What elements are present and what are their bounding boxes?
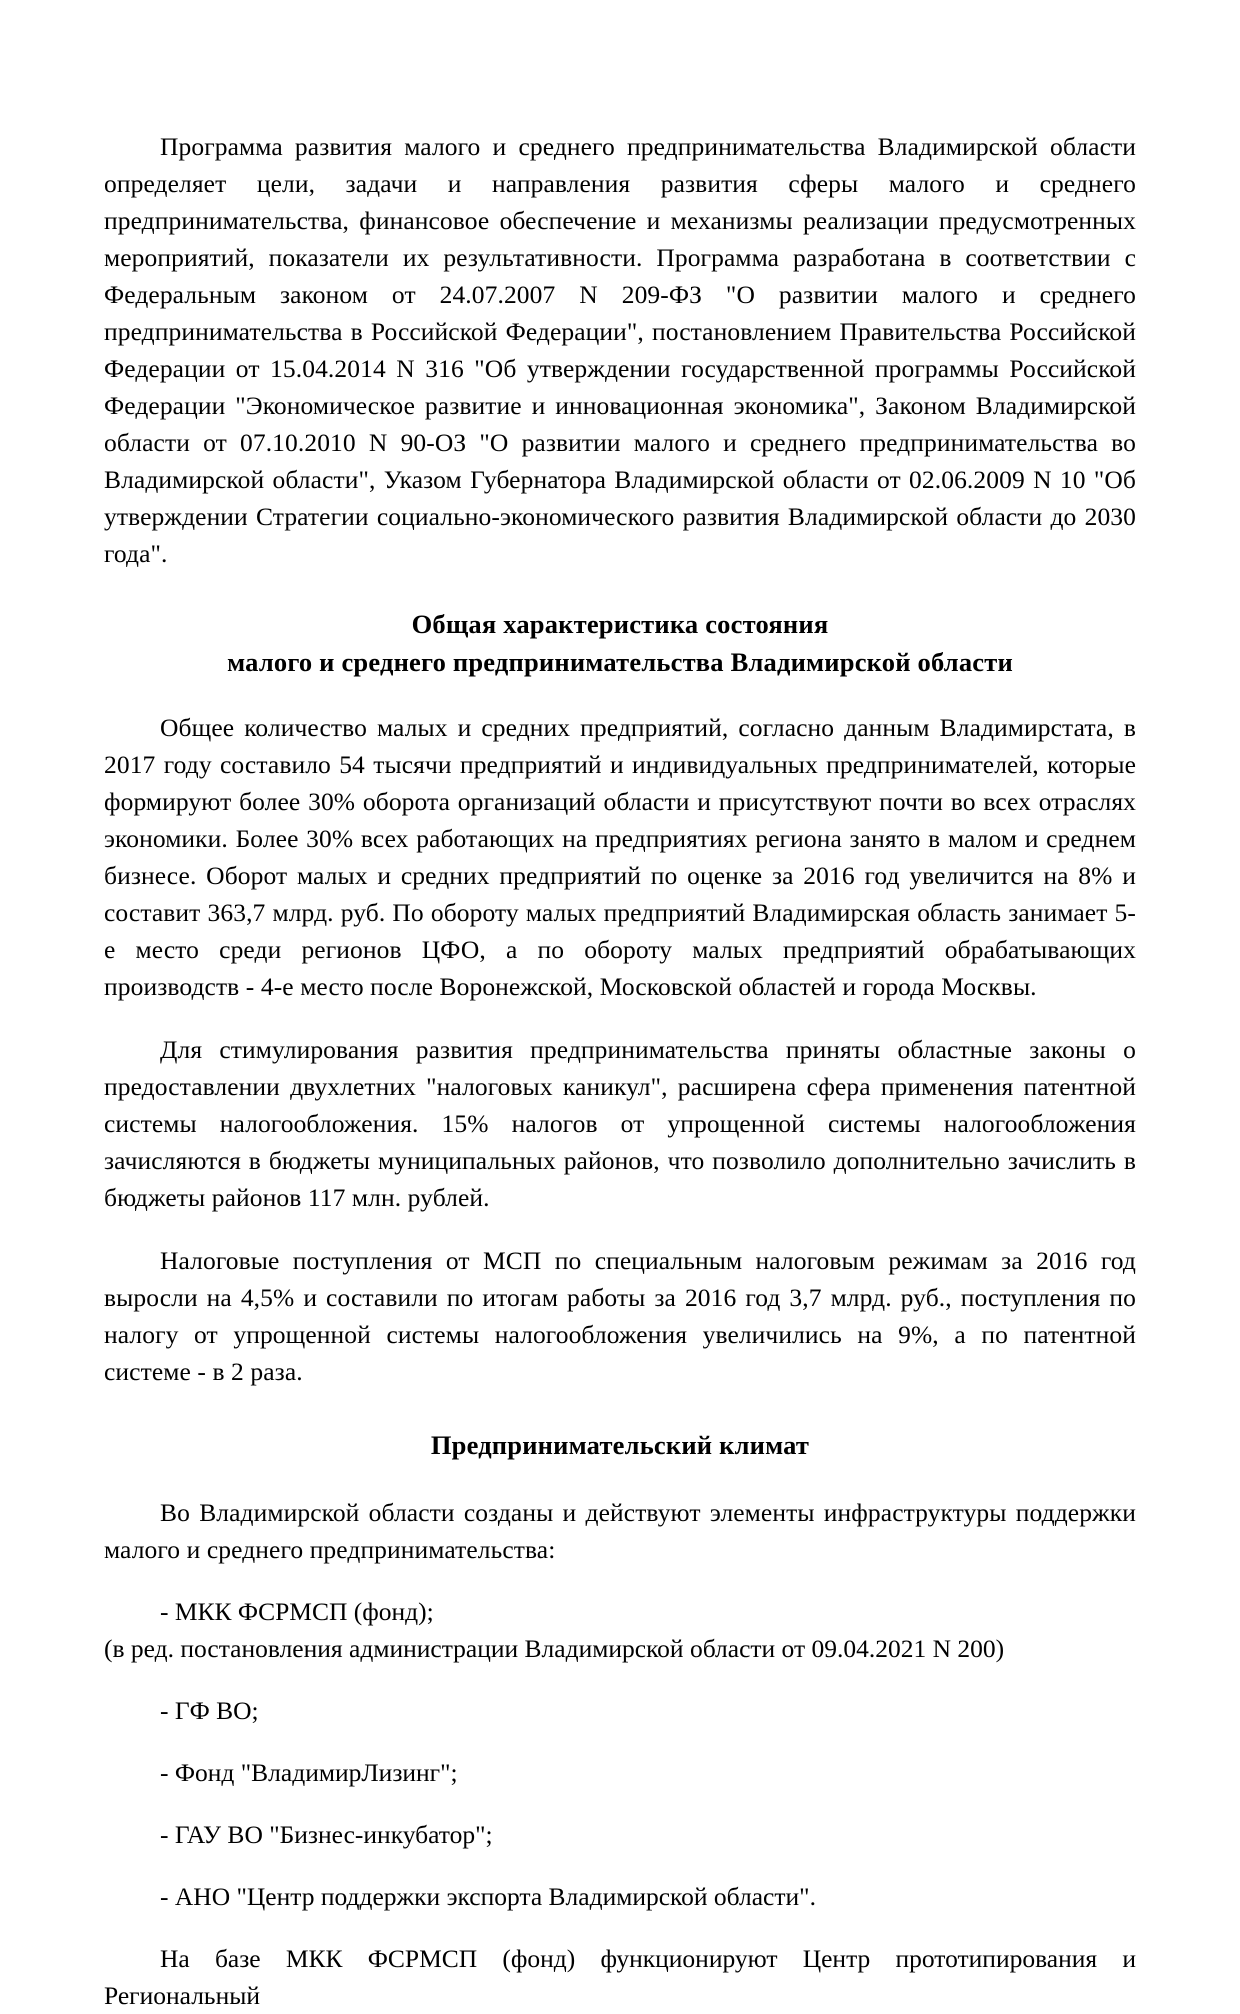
list-item-business-incubator: - ГАУ ВО "Бизнес-инкубатор"; — [160, 1820, 493, 1849]
document-body — [104, 128, 1136, 2014]
list-item-vladimirleasing: - Фонд "ВладимирЛизинг"; — [160, 1758, 458, 1787]
paragraph-enterprises-count: Общее количество малых и средних предприятий, согласно данным Владимирстата, в 2017 году составило 54 тысячи предприятий и индивидуальных предпринимателей, которые формируют более 30% оборота организаций области и присутствуют почти во всех отраслях экономики. Более 30% всех работающих на предприятиях региона занято в малом и среднем бизнесе. Оборот малых и средних предприятий по оценке за 2016 год увеличится на 8% и составит 363,7 млрд. руб. По обороту малых предприятий Владимирская область занимает 5-е место среди регионов ЦФО, а по обороту малых предприятий обрабатывающих производств - 4-е место после Воронежской, Московской областей и города Москвы. — [104, 713, 1136, 1001]
list-item-mkk-fsrmsp: - МКК ФСРМСП (фонд); — [160, 1597, 434, 1626]
section-heading-general-characteristics — [104, 605, 1136, 681]
amendment-note: (в ред. постановления администрации Владимирской области от 09.04.2021 N 200) — [104, 1634, 1005, 1663]
paragraph-infrastructure-intro: Во Владимирской области созданы и действуют элементы инфраструктуры поддержки малого и среднего предпринимательства: — [104, 1498, 1136, 1564]
heading-business-climate: Предпринимательский климат — [430, 1430, 810, 1460]
heading-general-characteristics-line2: малого и среднего предпринимательства Владимирской области — [227, 647, 1013, 677]
heading-general-characteristics-line1: Общая характеристика состояния — [411, 609, 829, 639]
paragraph-program-intro: Программа развития малого и среднего предпринимательства Владимирской области определяет цели, задачи и направления развития сферы малого и среднего предпринимательства, финансовое обеспечение и механизмы реализации предусмотренных мероприятий, показатели их результативности. Программа разработана в соответствии с Федеральным законом от 24.07.2007 N 209-ФЗ "О развитии малого и среднего предпринимательства в Российской Федерации", постановлением Правительства Российской Федерации от 15.04.2014 N 316 "Об утверждении государственной программы Российской Федерации "Экономическое развитие и инновационная экономика", Законом Владимирской области от 07.10.2010 N 90-ОЗ "О развитии малого и среднего предпринимательства во Владимирской области", Указом Губернатора Владимирской области от 02.06.2009 N 10 "Об утверждении Стратегии социально-экономического развития Владимирской области до 2030 года". — [104, 132, 1136, 568]
paragraph-prototyping-center: На базе МКК ФСРМСП (фонд) функционируют Центр прототипирования и Региональный — [104, 1944, 1136, 2010]
list-item-export-support-center: - АНО "Центр поддержки экспорта Владимирской области". — [160, 1882, 816, 1911]
list-item-gf-vo: - ГФ ВО; — [160, 1696, 259, 1725]
paragraph-tax-revenue: Налоговые поступления от МСП по специальным налоговым режимам за 2016 год выросли на 4,5% и составили по итогам работы за 2016 год 3,7 млрд. руб., поступления по налогу от упрощенной системы налогообложения увеличились на 9%, а по патентной системе - в 2 раза. — [104, 1246, 1136, 1386]
paragraph-stimulation-measures: Для стимулирования развития предпринимательства приняты областные законы о предоставлении двухлетних "налоговых каникул", расширена сфера применения патентной системы налогообложения. 15% налогов от упрощенной системы налогообложения зачисляются в бюджеты муниципальных районов, что позволило дополнительно зачислить в бюджеты районов 117 млн. рублей. — [104, 1035, 1136, 1212]
section-heading-business-climate — [104, 1426, 1136, 1464]
